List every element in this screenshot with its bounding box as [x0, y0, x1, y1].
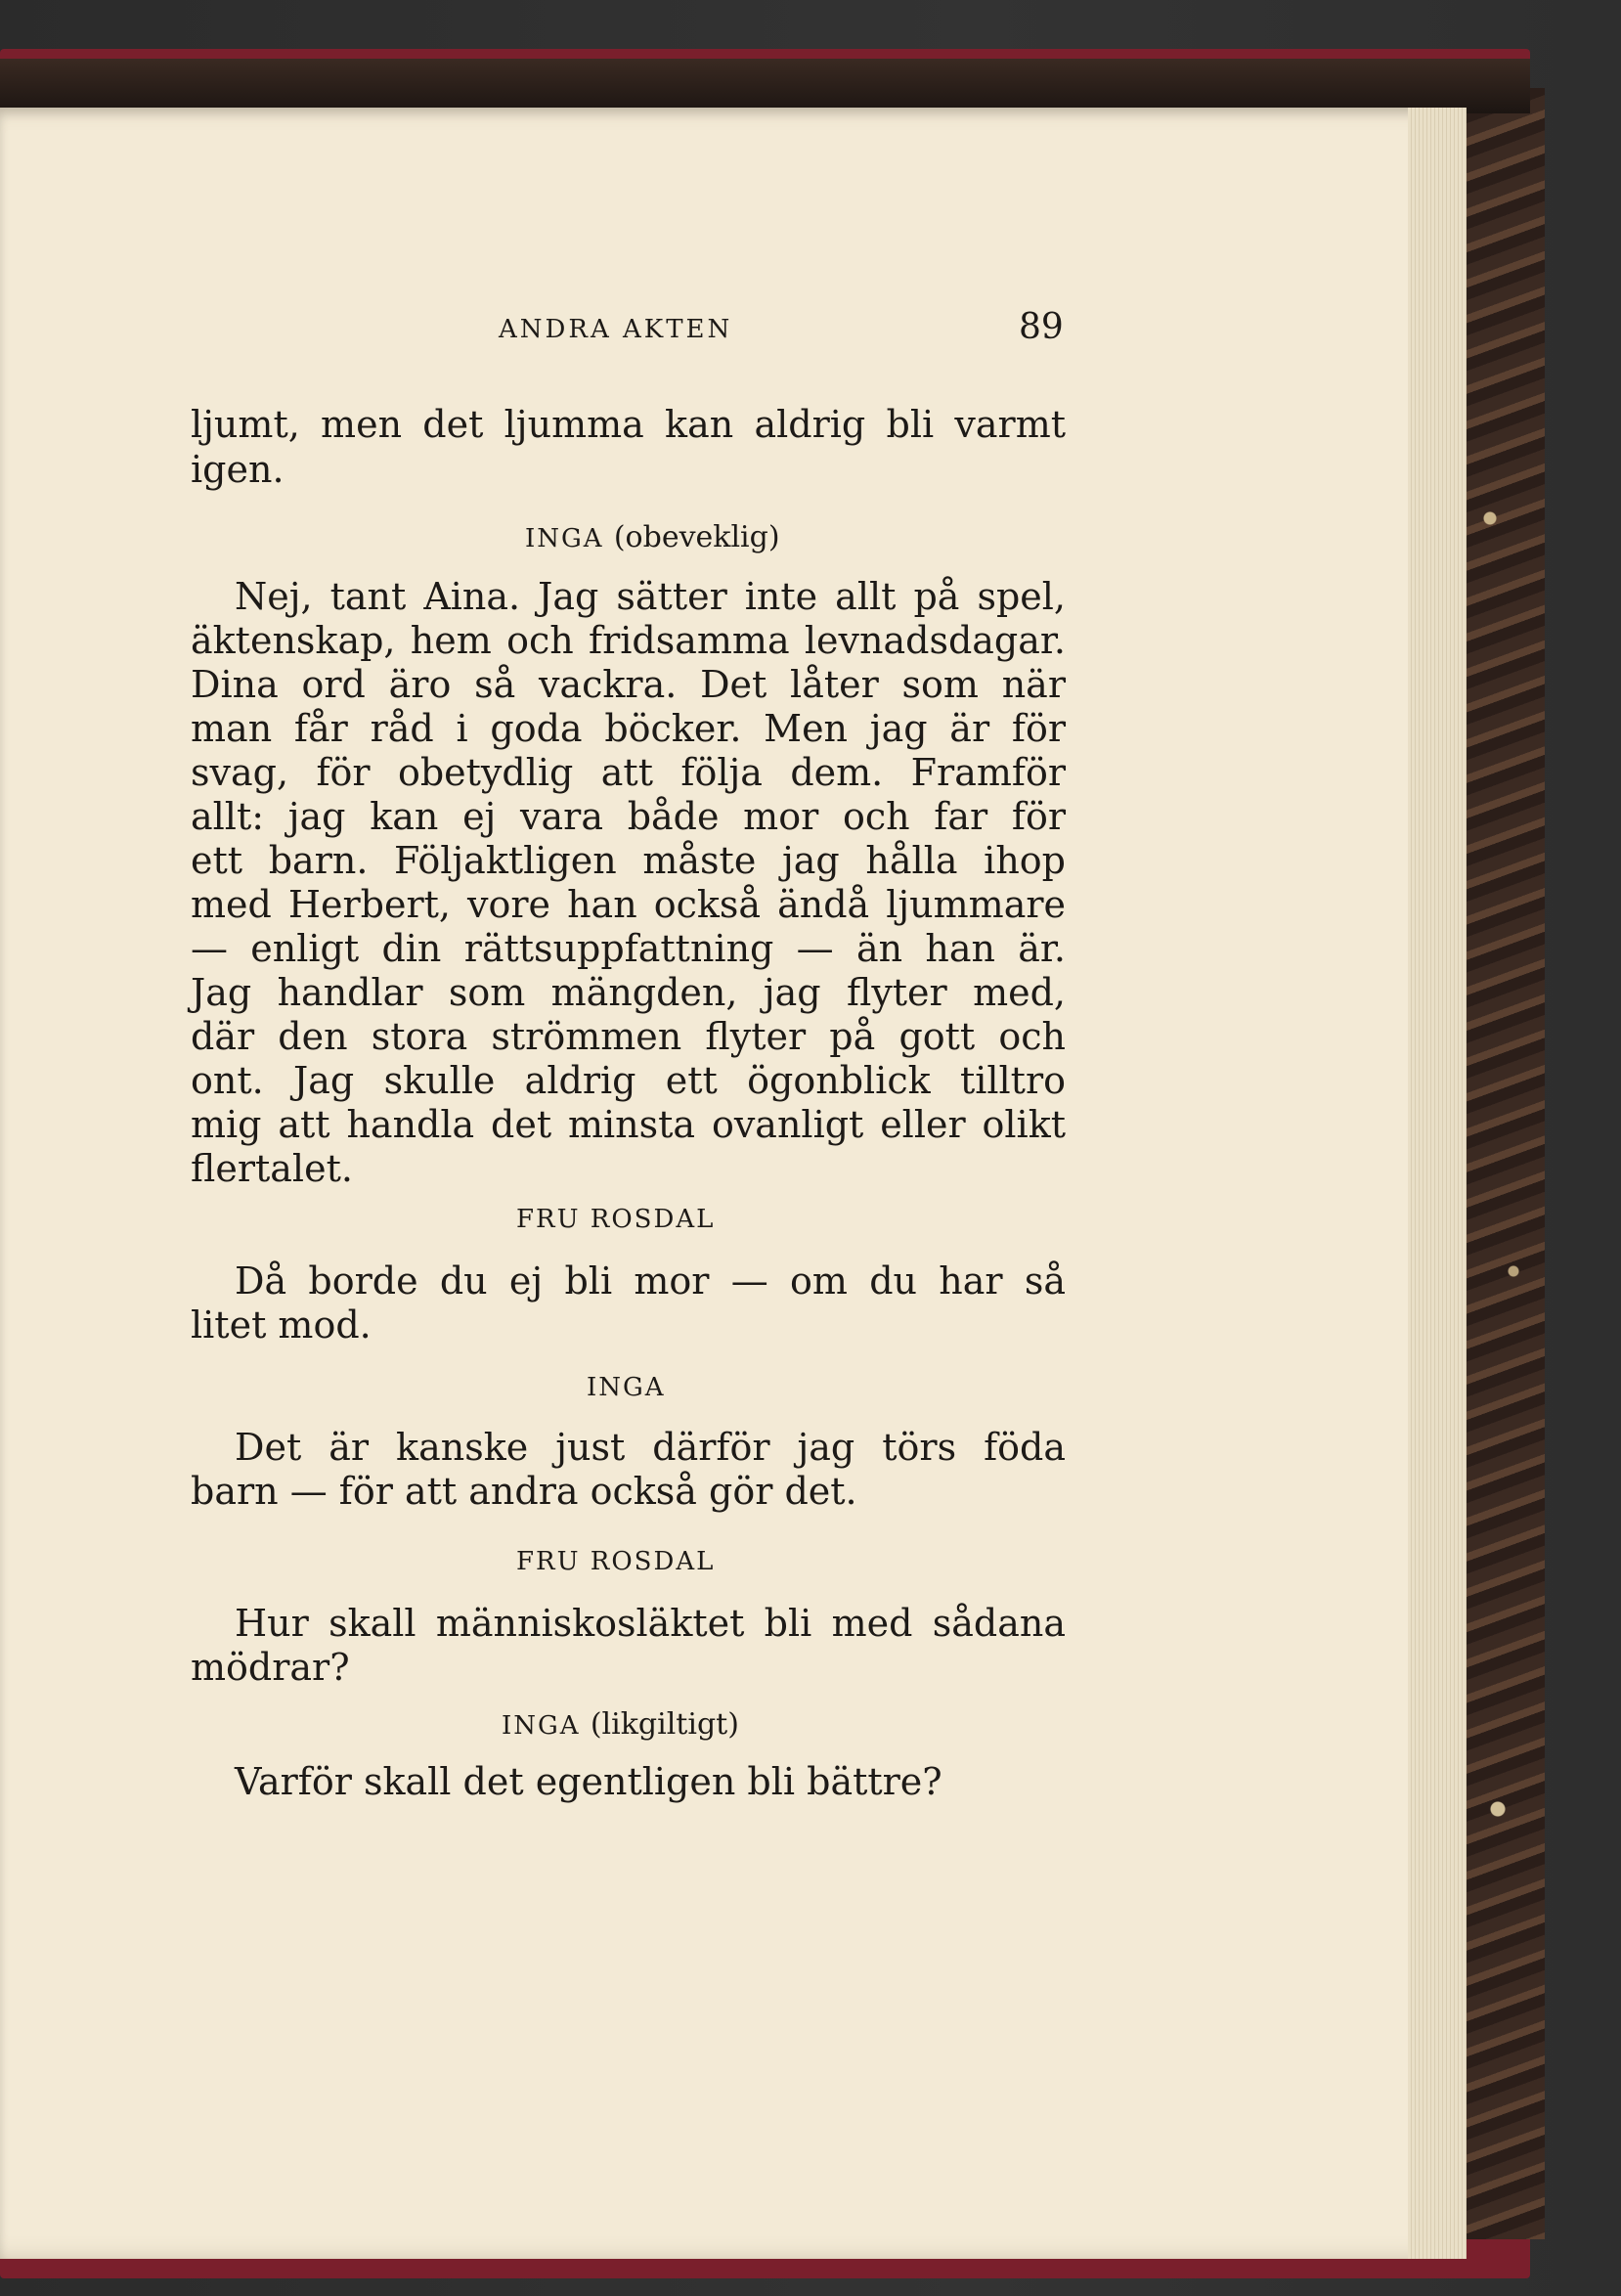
text-line: med Herbert, vore han också ändå ljummare	[191, 883, 1066, 926]
speaker-name: FRU ROSDAL	[516, 1205, 716, 1234]
text-line: äktenskap, hem och fridsamma levnadsdagar.	[191, 619, 1066, 662]
text-line: Dina ord äro så vackra. Det låter som när	[191, 663, 1066, 706]
speaker-label	[525, 520, 780, 554]
stage-direction: (likgiltigt)	[590, 1707, 739, 1742]
text-line: Nej, tant Aina. Jag sätter inte allt på spel,	[235, 575, 1066, 618]
text-line: ljumt, men det ljumma kan aldrig bli varmt	[191, 403, 1066, 446]
text-line: Då borde du ej bli mor — om du har så	[235, 1259, 1066, 1303]
text-line: Jag handlar som mängden, jag flyter med,	[191, 971, 1066, 1014]
text-line: barn — för att andra också gör det.	[191, 1470, 857, 1513]
text-line: Det är kanske just därför jag törs föda	[235, 1426, 1066, 1469]
text-line: man får råd i goda böcker. Men jag är för	[191, 707, 1066, 750]
text-line: litet mod.	[191, 1303, 372, 1347]
text-line: där den stora strömmen flyter på gott och	[191, 1015, 1066, 1058]
page-number: 89	[1019, 307, 1064, 347]
text-line: mödrar?	[191, 1646, 350, 1689]
text-line: igen.	[191, 448, 285, 491]
speaker-name: FRU ROSDAL	[516, 1547, 716, 1576]
stage-direction: (obeveklig)	[613, 520, 780, 554]
text-line: allt: jag kan ej vara både mor och far för	[191, 795, 1066, 838]
text-line: Hur skall människosläktet bli med sådana	[235, 1602, 1066, 1645]
text-line: ett barn. Följaktligen måste jag hålla ihop	[191, 839, 1066, 882]
text-line: mig att handla det minsta ovanligt eller olikt	[191, 1103, 1066, 1146]
text-line: svag, för obetydlig att följa dem. Framför	[191, 751, 1066, 794]
text-line: Varför skall det egentligen bli bättre?	[235, 1760, 942, 1803]
running-head: ANDRA AKTEN	[499, 315, 733, 344]
speaker-label	[502, 1707, 739, 1742]
text-line: ont. Jag skulle aldrig ett ögonblick tilltro	[191, 1059, 1066, 1102]
speaker-name: INGA	[525, 524, 604, 553]
text-line: flertalet.	[191, 1147, 353, 1190]
speaker-name: INGA	[502, 1711, 581, 1741]
speaker-name: INGA	[587, 1373, 666, 1402]
text-line: — enligt din rättsuppfattning — än han är.	[191, 927, 1066, 970]
